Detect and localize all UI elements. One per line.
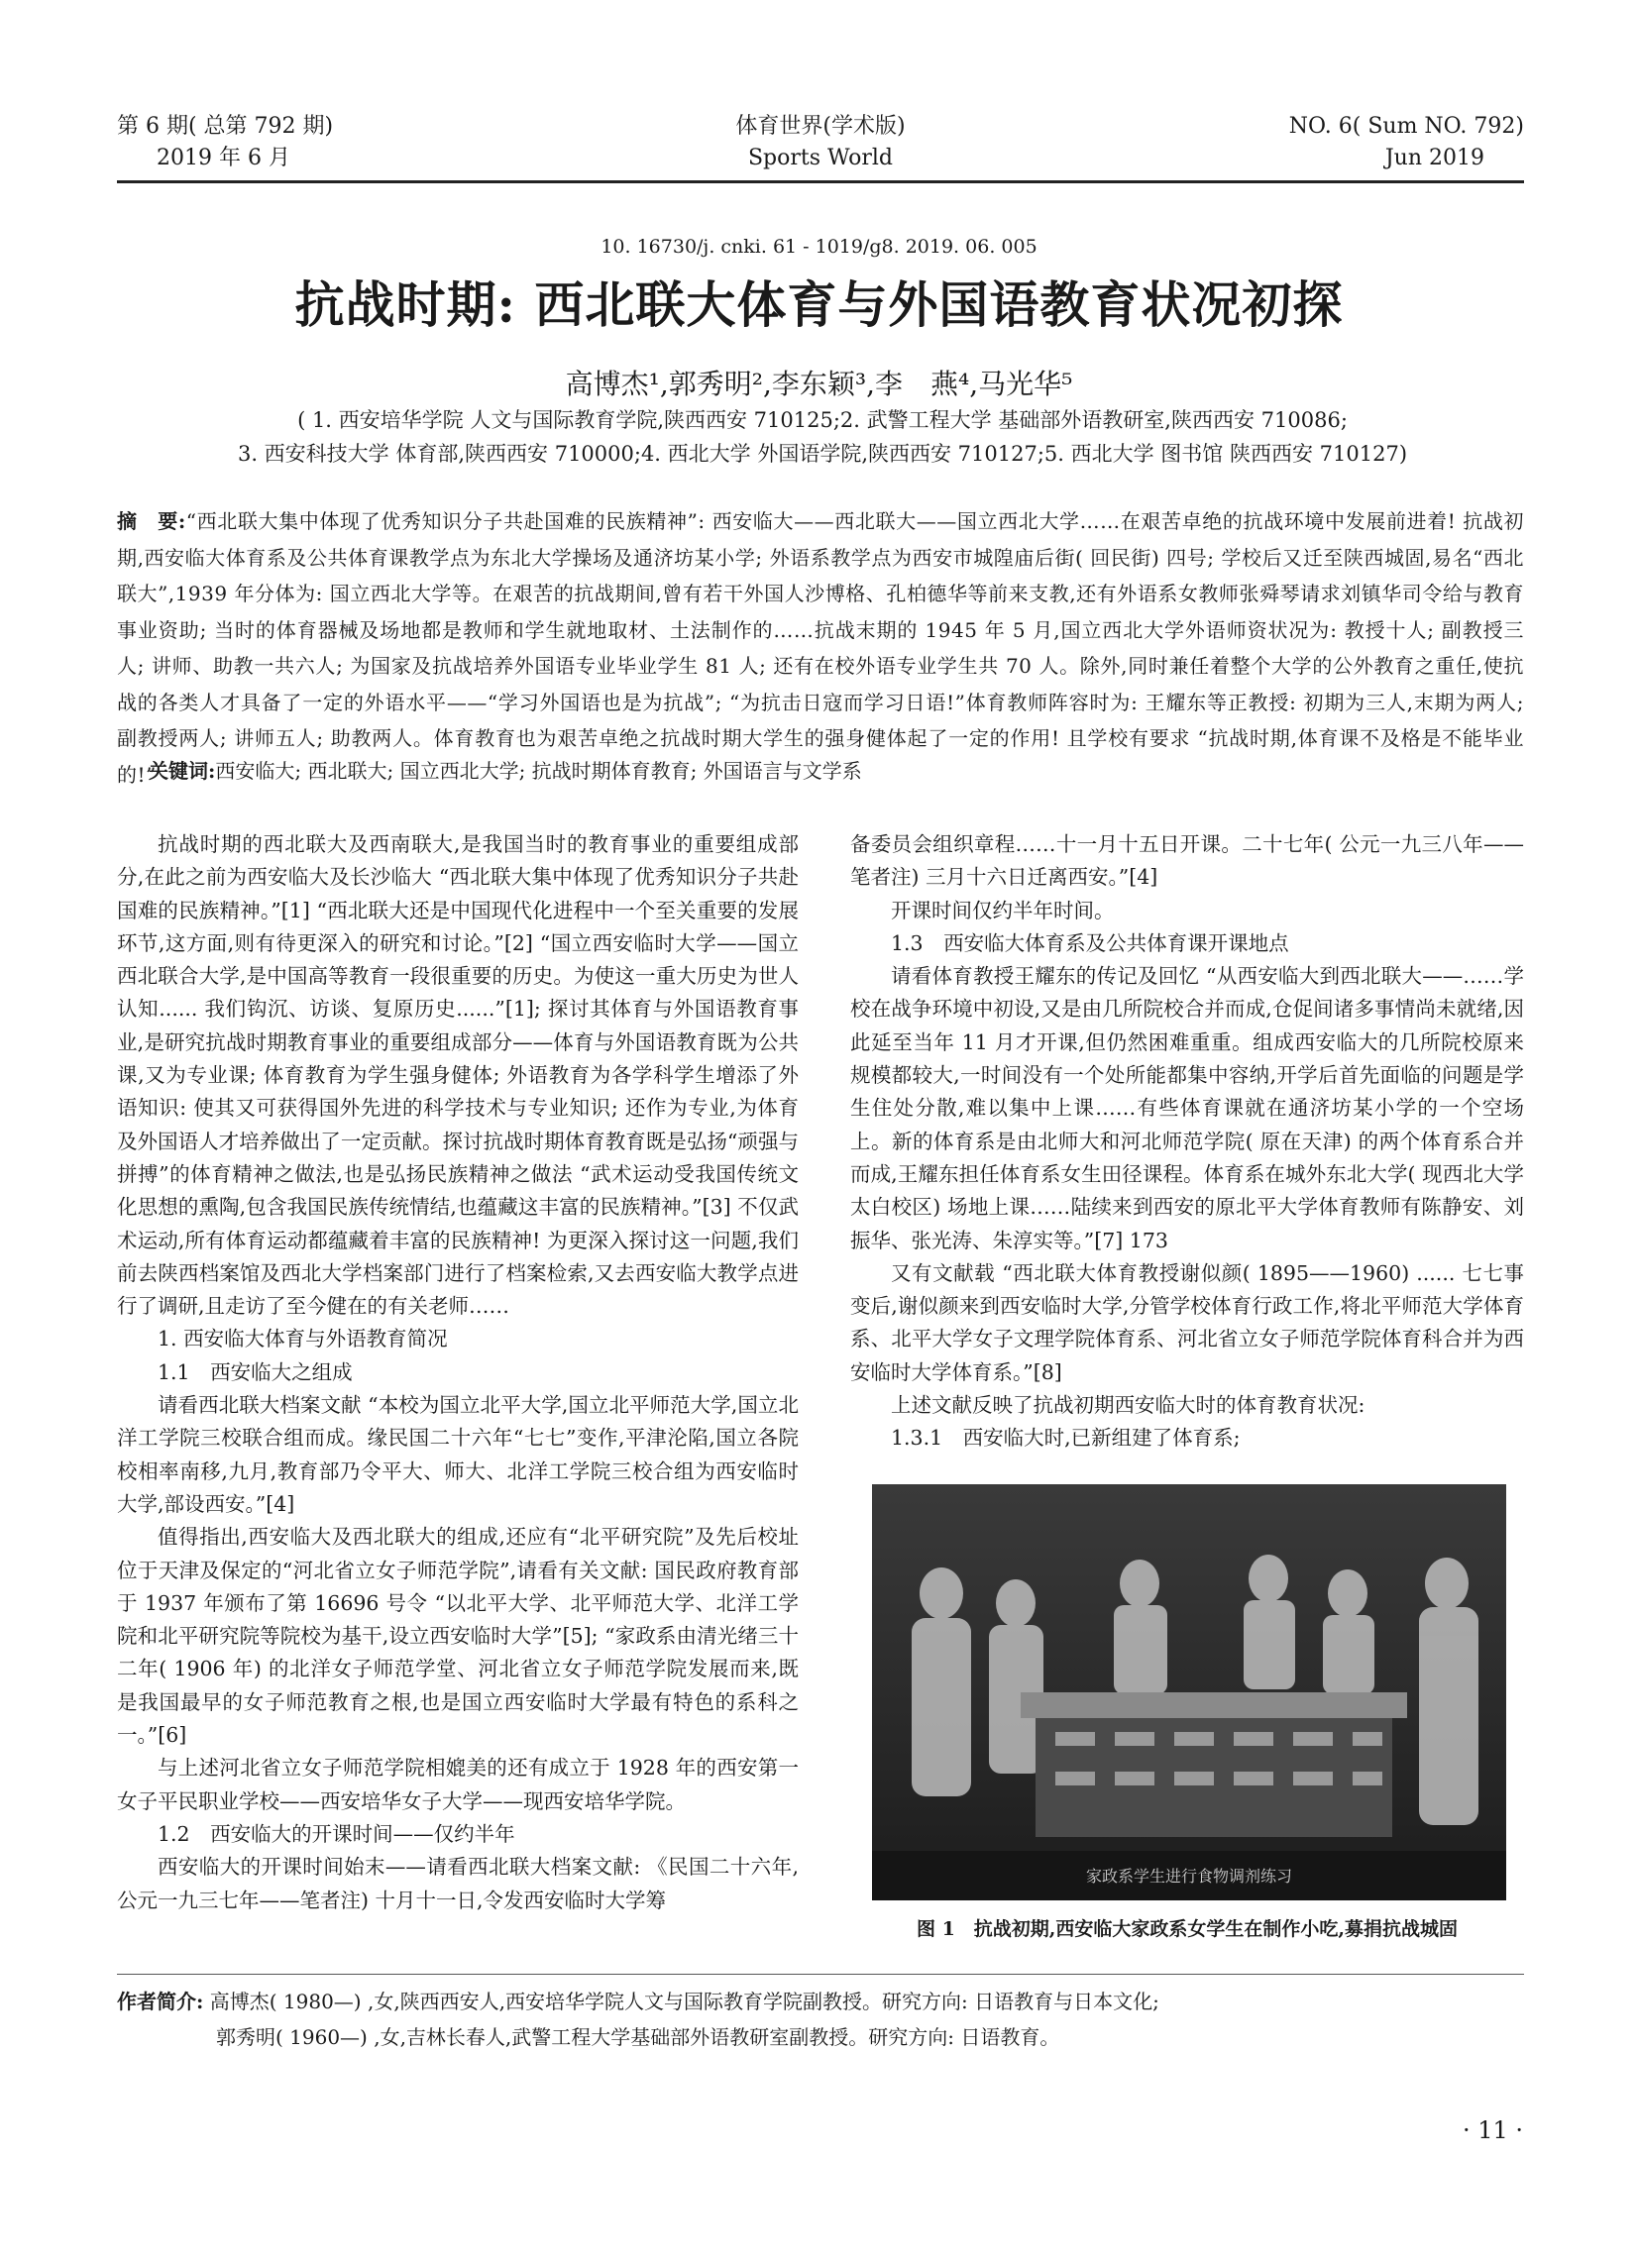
paragraph: 上述文献反映了抗战初期西安临大时的体育教育状况: xyxy=(891,1393,1365,1418)
article-title: 抗战时期: 西北联大体育与外国语教育状况初探 xyxy=(294,275,1344,334)
paragraph: 开课时间仅约半年时间。 xyxy=(891,898,1115,922)
paragraph: 请看西北联大档案文献 “本校为国立北平大学,国立北平师范大学,国立北洋工学院三校联合组而成。缘民国二十六年“七七”变作,平津沦陷,国立各院校相率南移,九月,教育部乃令平大、师大、北洋工学院三校合组为西安临时大学,部设西安。”[4] xyxy=(117,1393,799,1516)
paragraph-continued: 备委员会组织章程……十一月十五日开课。二十七年( 公元一九三八年——笔者注) 三月十六日迁离西安。”[4] xyxy=(850,832,1524,890)
issue-number-en: NO. 6( Sum NO. 792) xyxy=(1288,114,1524,139)
bio-line-2: 郭秀明( 1960—) ,女,吉林长春人,武警工程大学基础部外语教研室副教授。研究方向: 日语教育。 xyxy=(216,2025,1060,2049)
affiliation-line-1: ( 1. 西安培华学院 人文与国际教育学院,陕西西安 710125;2. 武警工程大学 基础部外语教研室,陕西西安 710086; xyxy=(297,408,1348,432)
paragraph: 请看体育教授王耀东的传记及回忆 “从西安临大到西北联大——……学校在战争环境中初设,又是由几所院校合并而成,仓促间诸多事情尚未就绪,因此延至当年 11 月才开课,但仍然困难重重。组成西安临大的几所院校原来规模都较大,一时间没有一个处所能都集中容纳,开学后首先面临的问题是学生住处分散,难以集中上课……有些体育课就在通济坊某小学的一个空场上。新的体育系是由北师大和河北师范学院( 原在天津) 的两个体育系合并而成,王耀东担任体育系女生田径课程。体育系在城外东北大学( 现西北大学太白校区) 场地上课……陆续来到西安的原北平大学体育教师有陈静安、刘振华、张光涛、朱淳实等。”[7] 173 xyxy=(850,964,1524,1252)
abstract-text: “西北联大集中体现了优秀知识分子共赴国难的民族精神”: 西安临大——西北联大——国立西北大学……在艰苦卓绝的抗战环境中发展前进着! 抗战初期,西安临大体育系及公共体育课教学点为东北大学操场及通济坊某小学; 外语系教学点为西安市城隍庙后街( 回民街) 四号; 学校后又迁至陕西城固,易名“西北联大”,1939 年分体为: 国立西北大学等。在艰苦的抗战期间,曾有若干外国人沙博格、孔柏德华等前来支教,还有外语系女教师张舜琴请求刘镇华司令给与教育事业资助; 当时的体育器械及场地都是教师和学生就地取材、土法制作的……抗战末期的 1945 年 5 月,国立西北大学外语师资状况为: 教授十人; 副教授三人; 讲师、助教一共六人; 为国家及抗战培养外国语专业毕业学生 81 人; 还有在校外语专业学生共 70 人。除外,同时兼任着整个大学的公外教育之重任,使抗战的各类人才具备了一定的外语水平——“学习外国语也是为抗战”; “为抗击日寇而学习日语!”体育教师阵容时为: 王耀东等正教授: 初期为三人,末期为两人; 副教授两人; 讲师五人; 助教两人。体育教育也为艰苦卓绝之抗战时期大学生的强身健体起了一定的作用! 且学校有要求 “抗战时期,体育课不及格是不能毕业的!” xyxy=(117,509,1524,787)
body-right-column xyxy=(850,828,1524,1456)
body-left-column xyxy=(117,828,799,1917)
page-number: · 11 · xyxy=(1462,2116,1523,2144)
paragraph: 抗战时期的西北联大及西南联大,是我国当时的教育事业的重要组成部分,在此之前为西安临大及长沙临大 “西北联大集中体现了优秀知识分子共赴国难的民族精神。”[1] “西北联大还是中国现代化进程中一个至关重要的发展环节,这方面,则有待更深入的研究和讨论。”[2] “国立西安临时大学——国立西北联合大学,是中国高等教育一段很重要的历史。为使这一重大历史为世人认知...... 我们钩沉、访谈、复原历史......”[1]; 探讨其体育与外国语教育事业,是研究抗战时期教育事业的重要组成部分——体育与外国语教育既为公共课,又为专业课; 体育教育为学生强身健体; 外语教育为各学科学生增添了外语知识: 使其又可获得国外先进的科学技术与专业知识; 还作为专业,为体育及外国语人才培养做出了一定贡献。探讨抗战时期体育教育既是弘扬“顽强与拼搏”的体育精神之做法,也是弘扬民族精神之做法 “武术运动受我国传统文化思想的熏陶,包含我国民族传统情结,也蕴藏这丰富的民族精神。”[3] 不仅武术运动,所有体育运动都蕴藏着丰富的民族精神! 为更深入探讨这一问题,我们前去陕西档案馆及西北大学档案部门进行了档案检索,又去西安临大教学点进行了调研,且走访了至今健在的有关老师…… xyxy=(117,832,799,1319)
paragraph: 1.3.1 西安临大时,已新组建了体育系; xyxy=(891,1426,1241,1451)
abstract xyxy=(117,503,1524,793)
issue-number: 第 6 期( 总第 792 期) xyxy=(117,114,334,139)
photo-inner-caption: 家政系学生进行食物调剂练习 xyxy=(1085,1867,1292,1886)
paragraph: 又有文献载 “西北联大体育教授谢似颜( 1895——1960) ...... 七七事变后,谢似颜来到西安临时大学,分管学校体育行政工作,将北平师范大学体育系、北平大学女子文理学院体育系、河北省立女子师范学院体育科合并为西安临时大学体育系。”[8] xyxy=(850,1260,1524,1384)
running-header xyxy=(117,111,1524,180)
keywords xyxy=(149,755,1516,784)
keywords-text: 西安临大; 西北联大; 国立西北大学; 抗战时期体育教育; 外国语言与文学系 xyxy=(215,759,862,783)
bio-label: 作者简介: xyxy=(117,1990,204,2013)
paragraph: 值得指出,西安临大及西北联大的组成,还应有“北平研究院”及先后校址位于天津及保定的“河北省立女子师范学院”,请看有关文献: 国民政府教育部于 1937 年颁布了第 16696 号令 “以北平大学、北平师范大学、北洋工学院和北平研究院等院校为基干,设立西安临时大学”[5]; “家政系由清光绪三十二年( 1906 年) 的北洋女子师范学堂、河北省立女子师范学院发展而来,既是我国最早的女子师范教育之根,也是国立西安临时大学最有特色的系科之一。”[6] xyxy=(117,1525,799,1748)
doi: 10. 16730/j. cnki. 61 - 1019/g8. 2019. 06. 005 xyxy=(601,236,1037,258)
photo-illustration xyxy=(872,1484,1506,1900)
abstract-label: 摘 要: xyxy=(117,509,186,533)
author-list: 高博杰¹,郭秀明²,李东颖³,李 燕⁴,马光华⁵ xyxy=(565,368,1073,400)
journal-name: 体育世界(学术版) xyxy=(735,114,906,139)
section-heading: 1. 西安临大体育与外语教育简况 xyxy=(158,1327,448,1351)
journal-name-en: Sports World xyxy=(747,146,894,170)
subsection-heading: 1.1 西安临大之组成 xyxy=(158,1359,353,1384)
keywords-label: 关键词: xyxy=(149,759,216,783)
footnote-rule xyxy=(117,1974,1524,1975)
paragraph: 与上述河北省立女子师范学院相媲美的还有成立于 1928 年的西安第一女子平民职业学校——西安培华女子大学——现西安培华学院。 xyxy=(117,1756,799,1813)
subsection-heading: 1.3 西安临大体育系及公共体育课开课地点 xyxy=(891,930,1289,955)
header-rule xyxy=(117,180,1524,183)
header-right xyxy=(1289,111,1524,174)
issue-date-en: Jun 2019 xyxy=(1384,146,1484,170)
subsection-heading: 1.2 西安临大的开课时间——仅约半年 xyxy=(158,1821,515,1846)
affiliation-line-2: 3. 西安科技大学 体育部,陕西西安 710000;4. 西北大学 外国语学院,陕西西安 710127;5. 西北大学 图书馆 陕西西安 710127) xyxy=(237,442,1408,466)
paragraph: 西安临大的开课时间始末——请看西北联大档案文献: 《民国二十六年,公元一九三七年——笔者注) 十月十一日,令发西安临时大学筹 xyxy=(117,1855,799,1912)
bio-line-1: 高博杰( 1980—) ,女,陕西西安人,西安培华学院人文与国际教育学院副教授。研究方向: 日语教育与日本文化; xyxy=(209,1990,1159,2013)
author-bio xyxy=(117,1984,1524,2055)
issue-date: 2019 年 6 月 xyxy=(157,146,290,170)
figure-caption: 图 1 抗战初期,西安临大家政系女学生在制作小吃,募捐抗战城固 xyxy=(916,1918,1459,1940)
historical-photo xyxy=(872,1484,1506,1900)
